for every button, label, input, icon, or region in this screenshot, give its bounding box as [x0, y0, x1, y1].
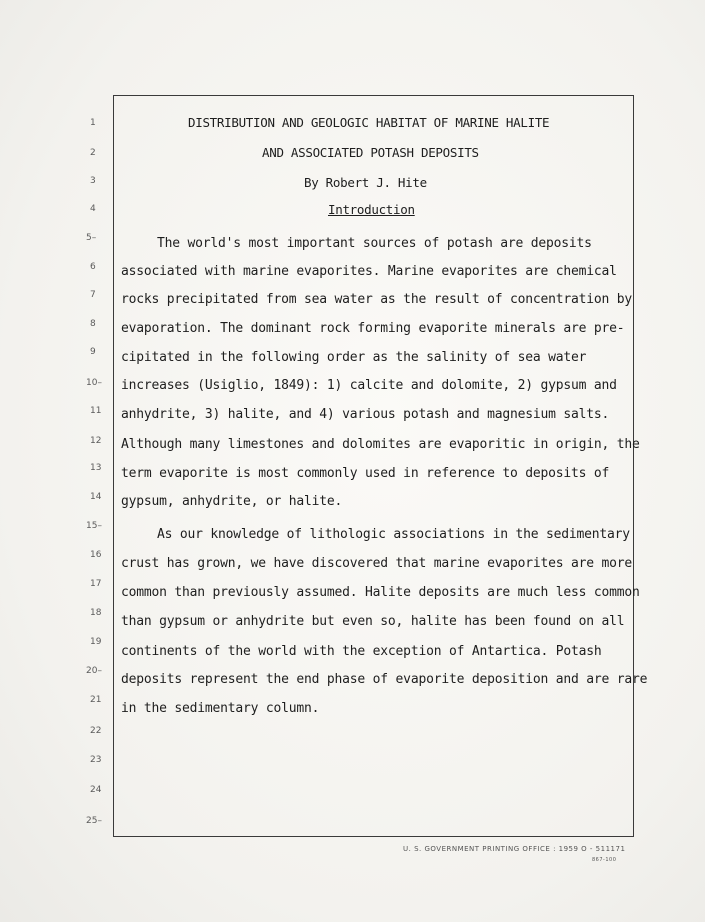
body-line: increases (Usiglio, 1849): 1) calcite and dolomite, 2) gypsum and — [121, 378, 617, 393]
document-title-line-1: DISTRIBUTION AND GEOLOGIC HABITAT OF MARINE HALITE — [188, 115, 550, 130]
body-line: in the sedimentary column. — [121, 701, 320, 716]
line-number: 3 — [90, 176, 96, 186]
line-number: 6 — [90, 262, 96, 272]
body-line: Although many limestones and dolomites are evaporitic in origin, the — [121, 437, 640, 452]
line-number: 17 — [90, 579, 102, 589]
line-number: 23 — [90, 755, 102, 765]
line-number: 1 — [90, 118, 96, 128]
line-number: 9 — [90, 347, 96, 357]
line-number: 12 — [90, 436, 102, 446]
body-line: As our knowledge of lithologic associations in the sedimentary — [157, 527, 630, 542]
body-line: cipitated in the following order as the salinity of sea water — [121, 350, 587, 365]
line-number: 4 — [90, 204, 96, 214]
document-title-line-2: AND ASSOCIATED POTASH DEPOSITS — [262, 145, 479, 160]
author-line: By Robert J. Hite — [304, 175, 427, 190]
body-line: evaporation. The dominant rock forming evaporite minerals are pre- — [121, 321, 625, 336]
body-line: continents of the world with the exception of Antartica. Potash — [121, 644, 602, 659]
line-number: 18 — [90, 608, 102, 618]
body-line: term evaporite is most commonly used in reference to deposits of — [121, 466, 610, 481]
line-number: 11 — [90, 406, 102, 416]
line-number: 24 — [90, 785, 102, 795]
line-number: 14 — [90, 492, 102, 502]
line-number: 10– — [86, 378, 102, 388]
body-line: anhydrite, 3) halite, and 4) various potash and magnesium salts. — [121, 407, 610, 422]
line-number: 16 — [90, 550, 102, 560]
line-number: 20– — [86, 666, 102, 676]
body-line: deposits represent the end phase of evaporite deposition and are rare — [121, 672, 648, 687]
line-number: 15– — [86, 521, 102, 531]
line-number: 19 — [90, 637, 102, 647]
line-number: 21 — [90, 695, 102, 705]
body-line: than gypsum or anhydrite but even so, halite has been found on all — [121, 614, 625, 629]
line-number: 13 — [90, 463, 102, 473]
line-number: 22 — [90, 726, 102, 736]
footer-code: 867-100 — [592, 857, 617, 863]
body-line: crust has grown, we have discovered that marine evaporites are more — [121, 556, 632, 571]
body-line: The world's most important sources of potash are deposits — [157, 236, 592, 251]
body-line: common than previously assumed. Halite deposits are much less common — [121, 585, 640, 600]
footer-printing-office: U. S. GOVERNMENT PRINTING OFFICE : 1959 O - 511171 — [403, 845, 626, 853]
line-number: 5– — [86, 233, 97, 243]
body-line: gypsum, anhydrite, or halite. — [121, 494, 343, 509]
line-number: 7 — [90, 290, 96, 300]
body-line: associated with marine evaporites. Marine evaporites are chemical — [121, 264, 617, 279]
line-number: 25– — [86, 816, 102, 826]
line-number: 8 — [90, 319, 96, 329]
line-number: 2 — [90, 148, 96, 158]
section-heading: Introduction — [328, 202, 415, 217]
body-line: rocks precipitated from sea water as the result of concentration by — [121, 292, 632, 307]
